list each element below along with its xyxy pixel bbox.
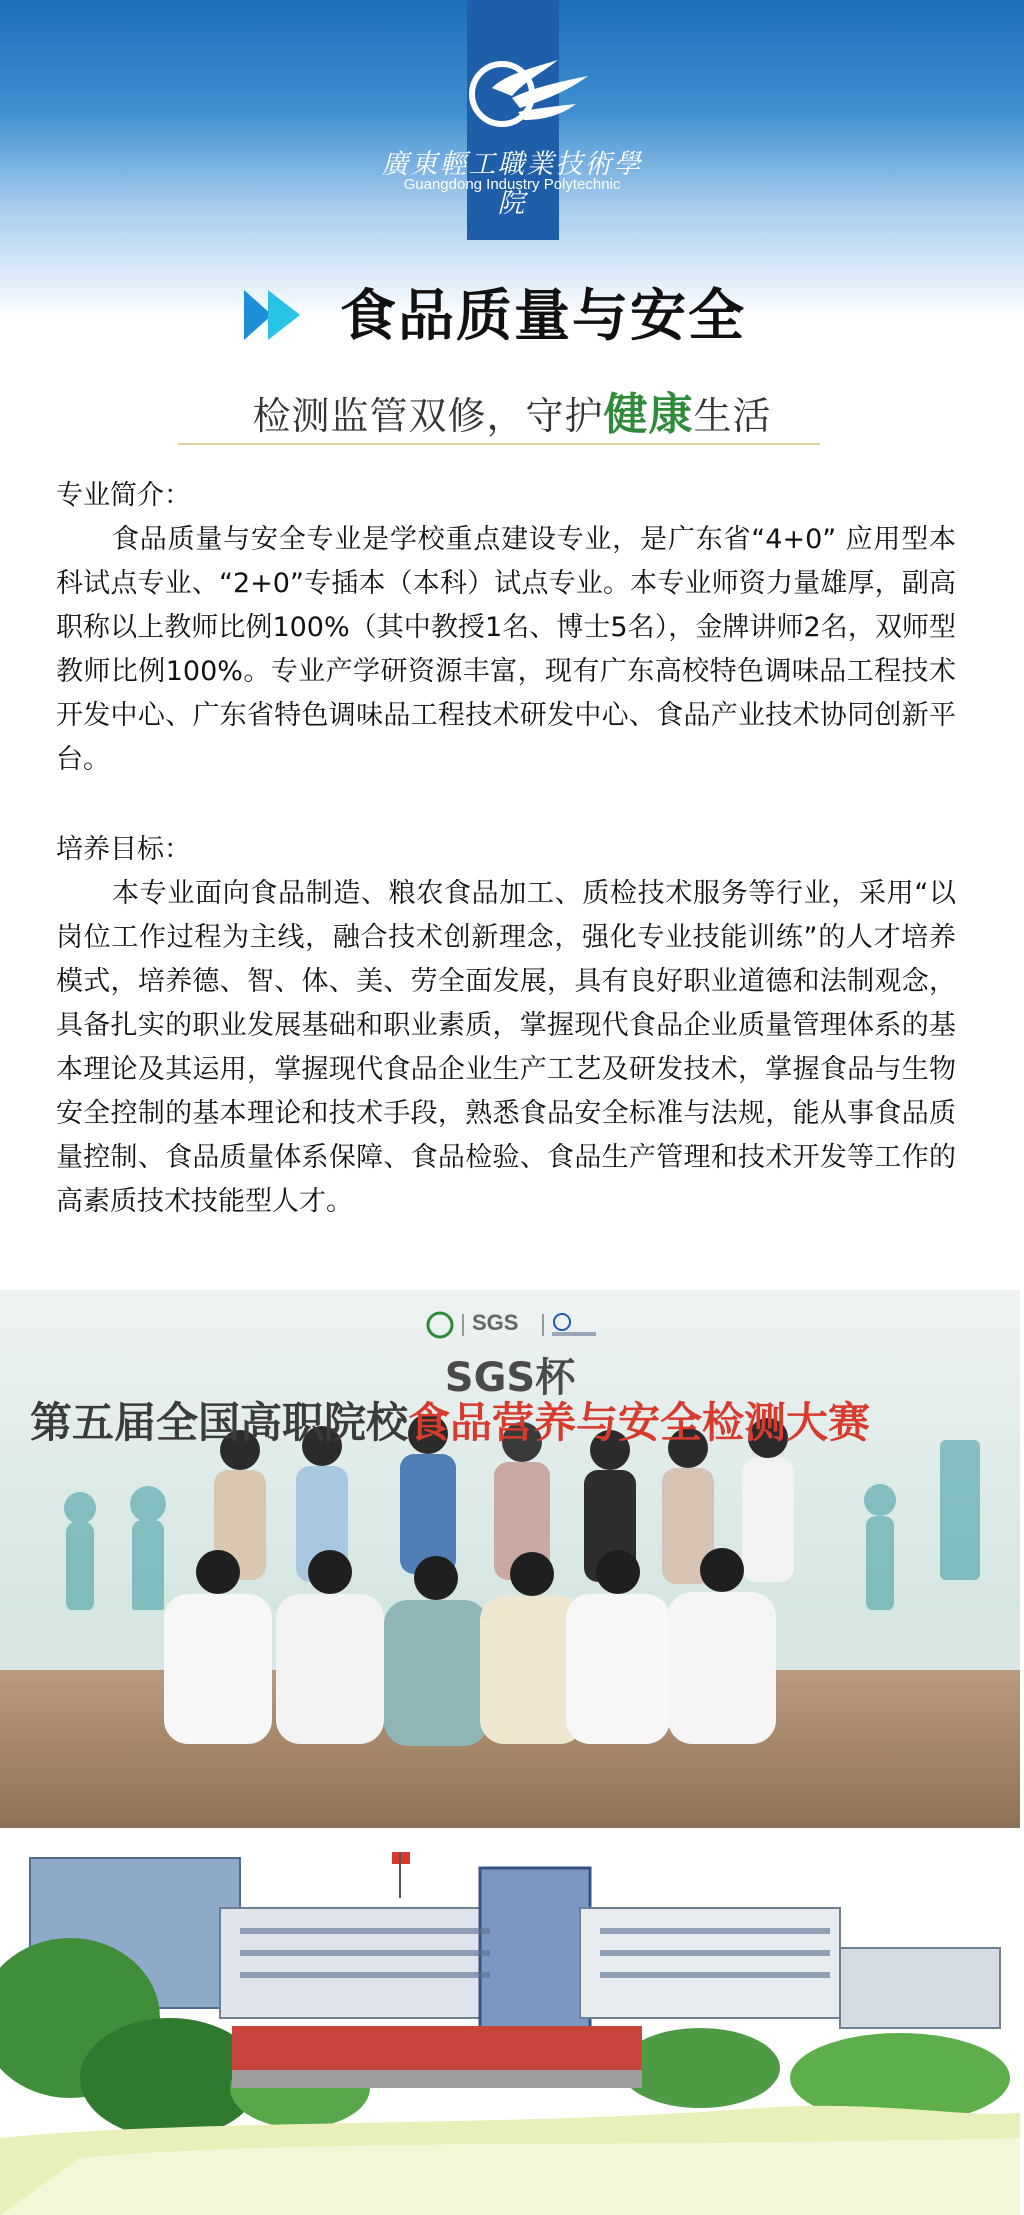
subtitle-text-before: 检测监管双修，守护 (252, 394, 604, 438)
page-title: 食品质量与安全 (340, 284, 746, 349)
goals-paragraph: 本专业面向食品制造、粮农食品加工、质检技术服务等行业，采用“以岗位工作过程为主线，融合技术创新理念，强化专业技能训练”的人才培养模式，培养德、智、体、美、劳全面发展，具有良好职业道德和法制观念，具备扎实的职业发展基础和职业素质，掌握现代食品企业质量管理体系的基本理论及其运用，掌握现代食品企业生产工艺及研发技术，掌握食品与生物安全控制的基本理论和技术手段，熟悉食品安全标准与法规，能从事食品质量控制、食品质量体系保障、食品检验、食品生产管理和技术开发等工作的高素质技术技能型人才。 (56, 878, 956, 1217)
banner-competition-name (30, 1390, 1010, 1450)
banner-text-red: 食品营养与安全检测大赛 (408, 1398, 871, 1447)
intro-heading: 专业简介： (56, 480, 191, 511)
subtitle-highlight: 健康 (603, 389, 694, 440)
goals-heading: 培养目标： (56, 834, 191, 865)
school-name-en: Guangdong Industry Polytechnic (403, 176, 621, 193)
intro-paragraph: 食品质量与安全专业是学校重点建设专业，是广东省“4+0” 应用型本科试点专业、“2+0”专插本（本科）试点专业。本专业师资力量雄厚，副高职称以上教师比例100%（其中教授1名、博士5名），金牌讲师2名，双师型教师比例100%。专业产学研资源丰富，现有广东高校特色调味品工程技术开发中心、广东省特色调味品工程技术研发中心、食品产业技术协同创新平台。 (56, 524, 956, 775)
competition-team-photo (0, 1290, 1020, 1828)
campus-scene (0, 1838, 1020, 2215)
intro-section (56, 474, 956, 782)
campus-illustration (0, 1838, 1020, 2215)
school-emblem-icon (462, 52, 594, 138)
banner-sgs-cup: SGS杯 (444, 1355, 576, 1401)
page-subtitle (180, 378, 844, 442)
double-arrow-icon (244, 290, 308, 340)
banner-text-dark: 第五届全国高职院校 (30, 1398, 409, 1447)
school-name-cn: 廣東輕工職業技術學院 (381, 149, 643, 219)
goals-section (56, 828, 956, 1224)
subtitle-divider (178, 443, 820, 445)
sgs-logo-text: SGS (472, 1310, 519, 1335)
subtitle-text-after: 生活 (693, 394, 772, 438)
